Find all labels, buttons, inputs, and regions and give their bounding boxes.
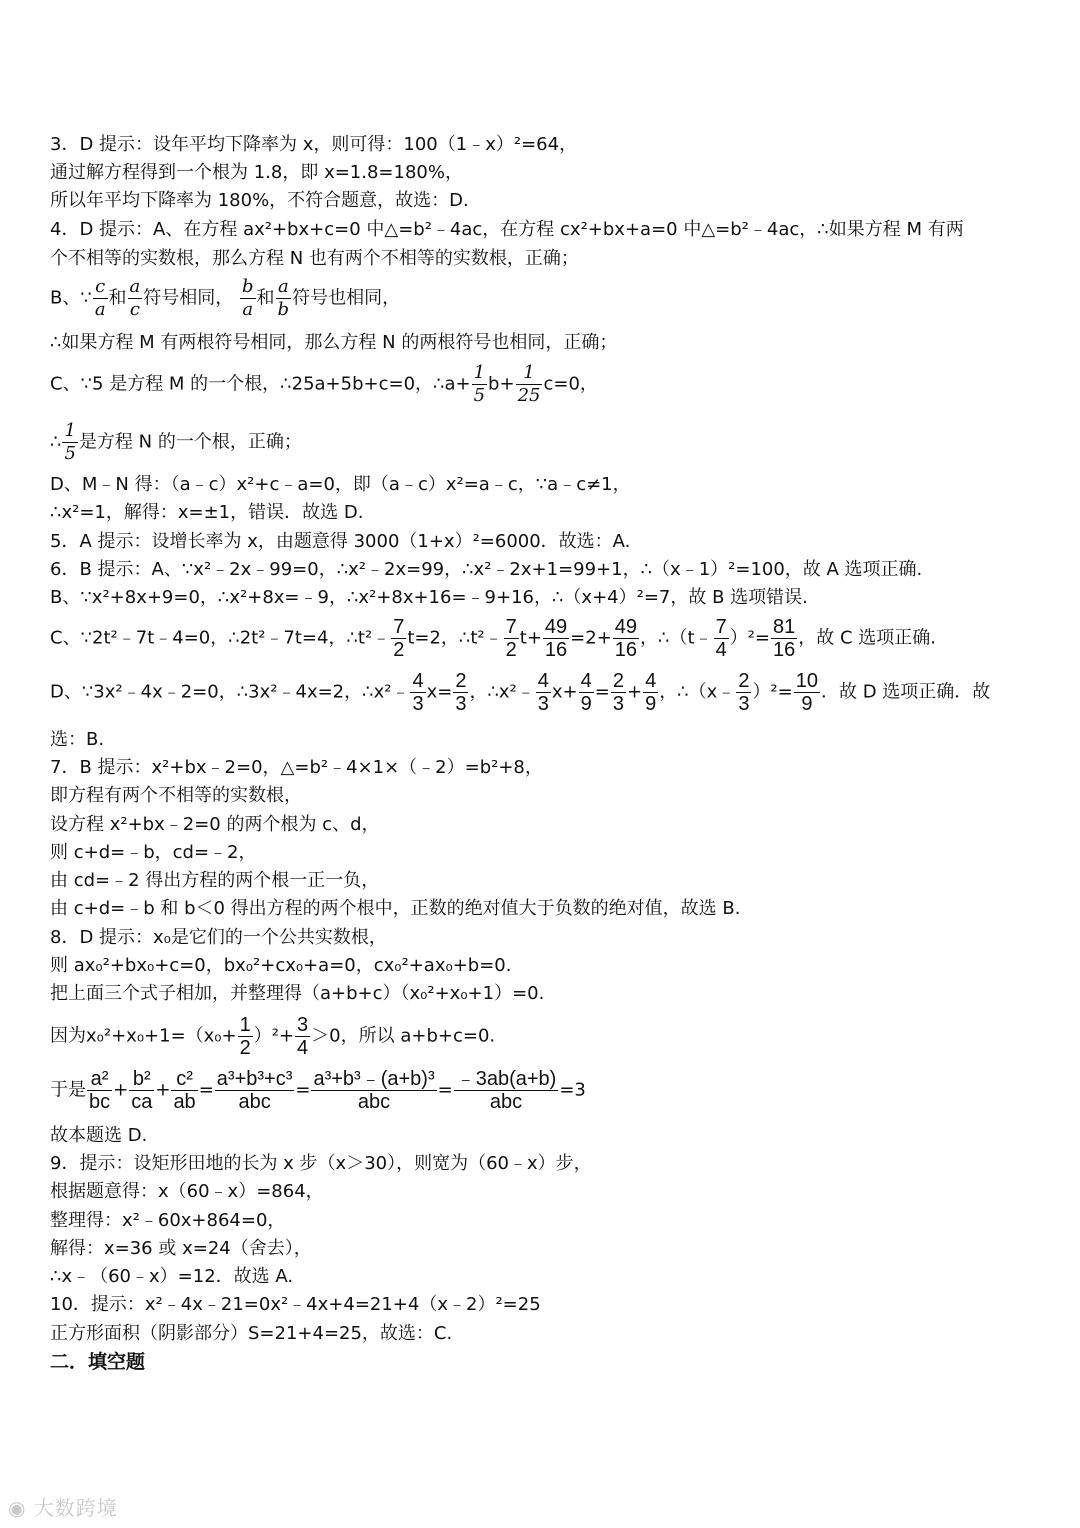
- q4-line-e: ∴x²=1，解得：x=±1，错误．故选 D.: [50, 502, 364, 523]
- q6-line-a: 6．B 提示：A、∵x²﹣2x﹣99=0，∴x²﹣2x=99，∴x²﹣2x+1=99+1，∴（x﹣1）²=100，故 A 选项正确.: [50, 559, 923, 580]
- watermark-logo: [8, 1492, 118, 1521]
- numerator: 2: [738, 670, 750, 692]
- q8-line-c: 把上面三个式子相加，并整理得（a+b+c）（x₀²+x₀+1）=0.: [50, 983, 545, 1004]
- section-heading: 二．填空题: [50, 1351, 146, 1373]
- fraction: [128, 276, 143, 321]
- q5-line: 5．A 提示：设增长率为 x，由题意得 3000（1+x）²=6000．故选：A.: [50, 531, 631, 552]
- q4-line-1: 4．D 提示：A、在方程 ax²+bx+c=0 中△=b²﹣4ac，在方程 cx²+bx+a=0 中△=b²﹣4ac，∴如果方程 M 有两: [50, 219, 964, 240]
- fraction: [87, 1068, 112, 1113]
- numerator: 7: [505, 616, 517, 638]
- denominator: 16: [544, 639, 568, 661]
- denominator: ca: [131, 1091, 153, 1113]
- numerator: a³+b³+c³: [216, 1068, 293, 1090]
- q4-line-c2: [50, 420, 302, 465]
- fraction: [276, 276, 292, 321]
- text-segment: +: [626, 681, 643, 703]
- q8-line-d: [50, 1014, 495, 1059]
- numerator: 2: [455, 670, 467, 692]
- numerator: a³+b³﹣(a+b)³: [313, 1068, 435, 1090]
- text-segment: ，∴x²﹣: [469, 681, 535, 703]
- q7-line-b: 即方程有两个不相等的实数根，: [50, 785, 302, 806]
- fraction: [311, 1068, 436, 1113]
- denominator: ab: [173, 1091, 196, 1113]
- numerator: c: [93, 276, 108, 299]
- numerator: 49: [614, 616, 638, 638]
- fraction: [453, 670, 468, 715]
- text-segment: C、∵2t²﹣7t﹣4=0，∴2t²﹣7t=4，∴t²﹣: [50, 627, 391, 649]
- fraction: [129, 1068, 154, 1113]
- text-segment: =: [437, 1079, 453, 1101]
- text-segment: +: [113, 1079, 129, 1101]
- q8-line-a: 8．D 提示：x₀是它们的一个公共实数根，: [50, 927, 387, 948]
- fraction: [171, 1068, 197, 1113]
- numerator: 2: [612, 670, 624, 692]
- q10-line-a: 10．提示：x²﹣4x﹣21=0x²﹣4x+4=21+4（x﹣2）²=25: [50, 1294, 541, 1315]
- numerator: 7: [393, 616, 405, 638]
- numerator: 4: [412, 670, 424, 692]
- text-segment: 是方程 N 的一个根，正确；: [78, 431, 302, 453]
- denominator: 2: [393, 639, 405, 661]
- text-segment: D、∵3x²﹣4x﹣2=0，∴3x²﹣4x=2，∴x²﹣: [50, 681, 410, 703]
- text-segment: 于是: [50, 1079, 86, 1101]
- numerator: ﹣3ab(a+b): [455, 1068, 557, 1090]
- q6-line-c: [50, 616, 936, 661]
- denominator: 2: [505, 639, 517, 661]
- denominator: 5: [64, 443, 76, 464]
- text-segment: 符号也相同，: [292, 287, 401, 309]
- fraction: [93, 276, 108, 321]
- denominator: a: [94, 299, 106, 320]
- watermark-icon: ◉: [8, 1496, 27, 1520]
- q7-line-a: 7．B 提示：x²+bx﹣2=0，△=b²﹣4×1×（﹣2）=b²+8，: [50, 757, 543, 778]
- fraction: [238, 1014, 253, 1059]
- text-segment: ＞0，所以 a+b+c=0.: [311, 1025, 496, 1047]
- text-segment: t+: [519, 627, 542, 649]
- denominator: abc: [489, 1091, 523, 1113]
- fraction: [391, 616, 406, 661]
- denominator: 16: [773, 639, 796, 661]
- denominator: a: [242, 299, 254, 320]
- denominator: 9: [645, 693, 657, 715]
- numerator: 7: [715, 616, 727, 638]
- text-segment: ，∴（t﹣: [640, 627, 713, 649]
- denominator: 4: [715, 639, 727, 661]
- q10-line-b: 正方形面积（阴影部分）S=21+4=25，故选：C.: [50, 1323, 453, 1344]
- numerator: 1: [239, 1014, 251, 1036]
- fraction: [410, 670, 425, 715]
- text-segment: ．故 D 选项正确．故: [821, 681, 991, 703]
- fraction: [794, 670, 820, 715]
- q7-line-f: 由 c+d=﹣b 和 b＜0 得出方程的两个根中，正数的绝对值大于负数的绝对值，故选 B.: [50, 898, 741, 919]
- document-page: [50, 0, 1050, 1528]
- fraction: [714, 616, 729, 661]
- q3-line-2: 通过解方程得到一个根为 1.8，即 x=1.8=180%，: [50, 162, 463, 183]
- fraction: [295, 1014, 310, 1059]
- watermark-text: 大数跨境: [33, 1496, 118, 1520]
- text-segment: x=: [426, 681, 453, 703]
- numerator: c²: [171, 1068, 197, 1091]
- denominator: 2: [239, 1037, 251, 1059]
- text-segment: ，∴（x﹣: [659, 681, 736, 703]
- q4-line-3: ∴如果方程 M 有两根符号相同，那么方程 N 的两根符号也相同，正确；: [50, 332, 618, 353]
- q4-line-c: [50, 362, 598, 407]
- text-segment: 和: [256, 287, 275, 309]
- denominator: c: [129, 299, 140, 320]
- denominator: 9: [580, 693, 592, 715]
- numerator: b: [242, 276, 254, 297]
- q9-line-b: 根据题意得：x（60﹣x）=864，: [50, 1181, 324, 1202]
- text-segment: =3: [559, 1079, 586, 1101]
- text-segment: t=2，∴t²﹣: [407, 627, 503, 649]
- denominator: 16: [614, 639, 638, 661]
- q4-line-2: 个不相等的实数根，那么方程 N 也有两个不相等的实数根，正确；: [50, 248, 579, 269]
- q6-line-b: B、∵x²+8x+9=0，∴x²+8x=﹣9，∴x²+8x+16=﹣9+16，∴（x+4）²=7，故 B 选项错误.: [50, 587, 808, 608]
- text-segment: b+: [488, 373, 515, 395]
- fraction: [516, 362, 543, 407]
- numerator: 49: [544, 616, 568, 638]
- numerator: 10: [795, 670, 818, 692]
- text-segment: =: [295, 1079, 311, 1101]
- q8-line-f: 故本题选 D.: [50, 1125, 148, 1146]
- denominator: b: [277, 299, 290, 320]
- numerator: 1: [473, 362, 486, 383]
- q9-line-e: ∴x﹣（60﹣x）=12．故选 A.: [50, 1266, 294, 1287]
- denominator: 5: [473, 385, 486, 406]
- text-segment: ）²+: [253, 1025, 295, 1047]
- text-segment: =2+: [570, 627, 612, 649]
- q9-line-c: 整理得：x²﹣60x+864=0，: [50, 1210, 286, 1231]
- denominator: abc: [357, 1091, 391, 1113]
- fraction: [611, 670, 626, 715]
- text-segment: 符号相同，: [143, 287, 234, 309]
- numerator: 4: [537, 670, 549, 692]
- text-segment: B、∵: [50, 287, 92, 309]
- denominator: 4: [297, 1037, 309, 1059]
- text-segment: C、∵5 是方程 M 的一个根，∴25a+5b+c=0，∴a+: [50, 373, 471, 395]
- denominator: 3: [612, 693, 624, 715]
- q7-line-d: 则 c+d=﹣b，cd=﹣2，: [50, 842, 257, 863]
- q9-line-a: 9．提示：设矩形田地的长为 x 步（x＞30），则宽为（60﹣x）步，: [50, 1153, 592, 1174]
- q6-line-d: [50, 670, 990, 715]
- denominator: 3: [738, 693, 750, 715]
- fraction: [579, 670, 594, 715]
- q6-line-e: 选：B.: [50, 729, 105, 750]
- denominator: 3: [537, 693, 549, 715]
- text-segment: x₀²+x₀+1=（x₀+: [86, 1025, 237, 1047]
- text-segment: 因为: [50, 1025, 86, 1047]
- fraction: [62, 420, 77, 465]
- numerator: 81: [773, 616, 796, 638]
- q8-line-e: [50, 1068, 586, 1113]
- text-segment: x+: [551, 681, 578, 703]
- numerator: b²: [129, 1068, 154, 1091]
- numerator: 1: [516, 362, 543, 385]
- text-segment: =: [594, 681, 610, 703]
- text-segment: ）²=: [729, 627, 770, 649]
- fraction: [643, 670, 658, 715]
- fraction: [736, 670, 751, 715]
- text-segment: c=0，: [543, 373, 598, 395]
- numerator: 4: [645, 670, 657, 692]
- denominator: 3: [412, 693, 424, 715]
- numerator: 4: [580, 670, 592, 692]
- numerator: a²: [87, 1068, 112, 1091]
- q8-line-b: 则 ax₀²+bx₀+c=0，bx₀²+cx₀+a=0，cx₀²+ax₀+b=0.: [50, 955, 512, 976]
- denominator: 3: [455, 693, 467, 715]
- fraction: [472, 362, 487, 407]
- fraction: [504, 616, 519, 661]
- denominator: 25: [517, 385, 541, 406]
- q3-line-1: 3．D 提示：设年平均下降率为 x，则可得：100（1﹣x）²=64，: [50, 134, 578, 155]
- q7-line-e: 由 cd=﹣2 得出方程的两个根一正一负，: [50, 870, 380, 891]
- text-segment: ，故 C 选项正确.: [798, 627, 936, 649]
- numerator: 1: [64, 420, 76, 441]
- numerator: a: [129, 276, 141, 297]
- text-segment: ∴: [50, 431, 62, 453]
- q3-line-3: 所以年平均下降率为 180%，不符合题意，故选：D.: [50, 190, 469, 211]
- q9-line-d: 解得：x=36 或 x=24（舍去），: [50, 1238, 312, 1259]
- fraction: [454, 1068, 559, 1113]
- text-segment: ）²=: [752, 681, 793, 703]
- fraction: [536, 670, 551, 715]
- denominator: bc: [89, 1091, 111, 1113]
- numerator: 3: [297, 1014, 309, 1036]
- text-segment: +: [155, 1079, 171, 1101]
- fraction: [543, 616, 569, 661]
- text-segment: =: [198, 1079, 214, 1101]
- denominator: abc: [238, 1091, 271, 1113]
- q4-line-b: [50, 276, 400, 321]
- text-segment: 和: [108, 287, 127, 309]
- q4-line-d: D、M﹣N 得：（a﹣c）x²+c﹣a=0，即（a﹣c）x²=a﹣c，∵a﹣c≠1，: [50, 474, 631, 495]
- q7-line-c: 设方程 x²+bx﹣2=0 的两个根为 c、d，: [50, 814, 380, 835]
- fraction: [215, 1068, 295, 1113]
- fraction: [771, 616, 797, 661]
- numerator: a: [276, 276, 292, 299]
- fraction: [613, 616, 639, 661]
- fraction: [240, 276, 256, 321]
- denominator: 9: [801, 693, 813, 715]
